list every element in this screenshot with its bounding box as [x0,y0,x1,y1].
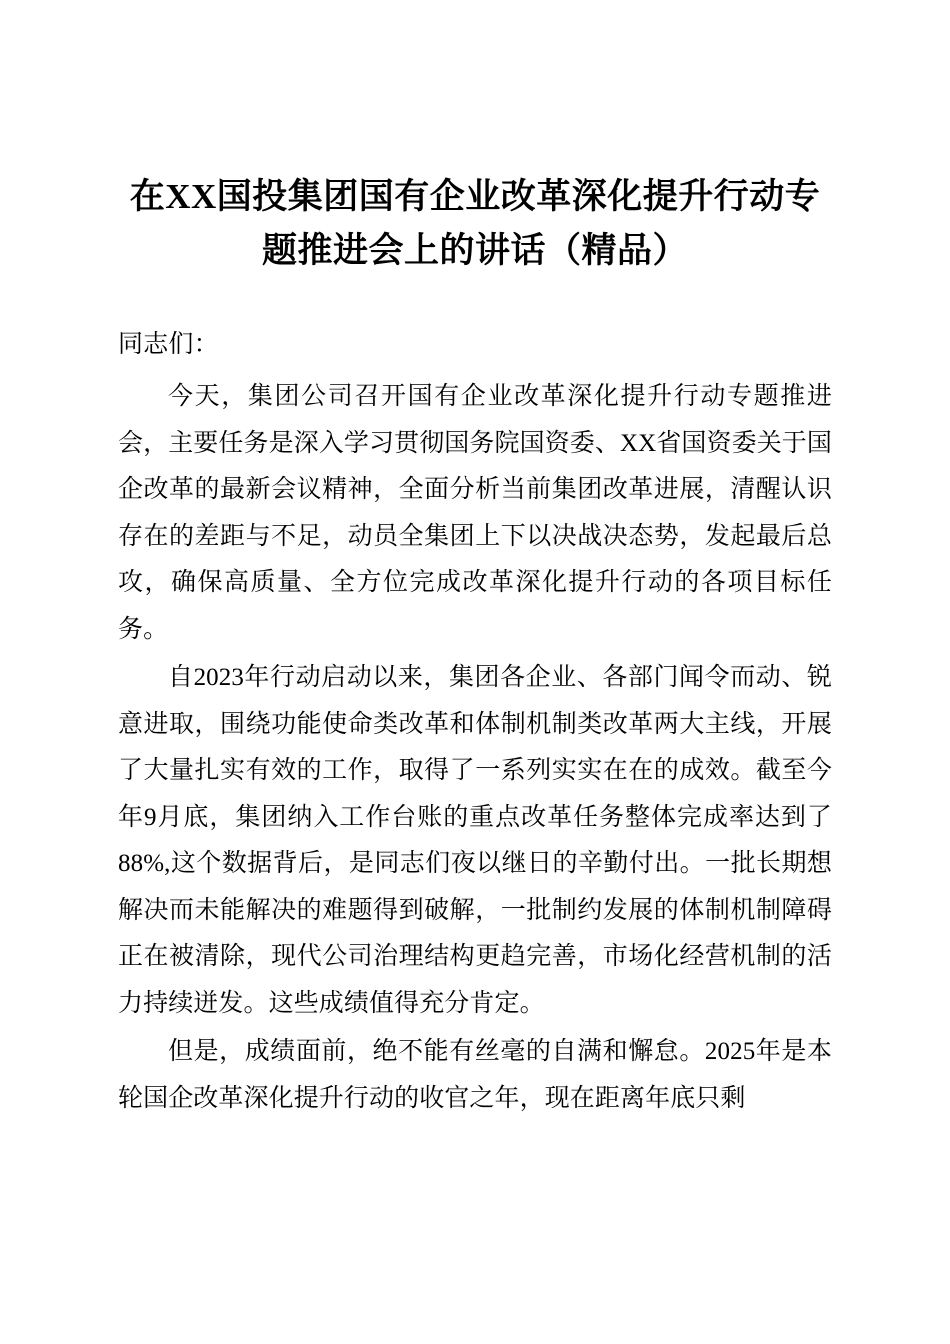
page-title: 在XX国投集团国有企业改革深化提升行动专题推进会上的讲话（精品） [129,177,821,270]
body-paragraph: 但是，成绩面前，绝不能有丝毫的自满和懈怠。2025年是本轮国企改革深化提升行动的收官之年，现在距离年底只剩 [118,1038,832,1112]
salutation: 同志们： [118,331,219,358]
body-paragraph: 今天，集团公司召开国有企业改革深化提升行动专题推进会，主要任务是深入学习贯彻国务院国资委、XX省国资委关于国企改革的最新会议精神，全面分析当前集团改革进展，清醒认识存在的差距与不足，动员全集团上下以决战决态势，发起最后总攻，确保高质量、全方位完成改革深化提升行动的各项目标任务。 [118,383,833,643]
body-paragraph: 自2023年行动启动以来，集团各企业、各部门闻令而动、锐意进取，围绕功能使命类改革和体制机制类改革两大主线，开展了大量扎实有效的工作，取得了一系列实实在在的成效。截至今年9月底，集团纳入工作台账的重点改革任务整体完成率达到了88%,这个数据背后，是同志们夜以继日的辛勤付出。一批长期想解决而未能解决的难题得到破解，一批制约发展的体制机制障碍正在被清除，现代公司治理结构更趋完善，市场化经营机制的活力持续迸发。这些成绩值得充分肯定。 [118,664,832,1017]
